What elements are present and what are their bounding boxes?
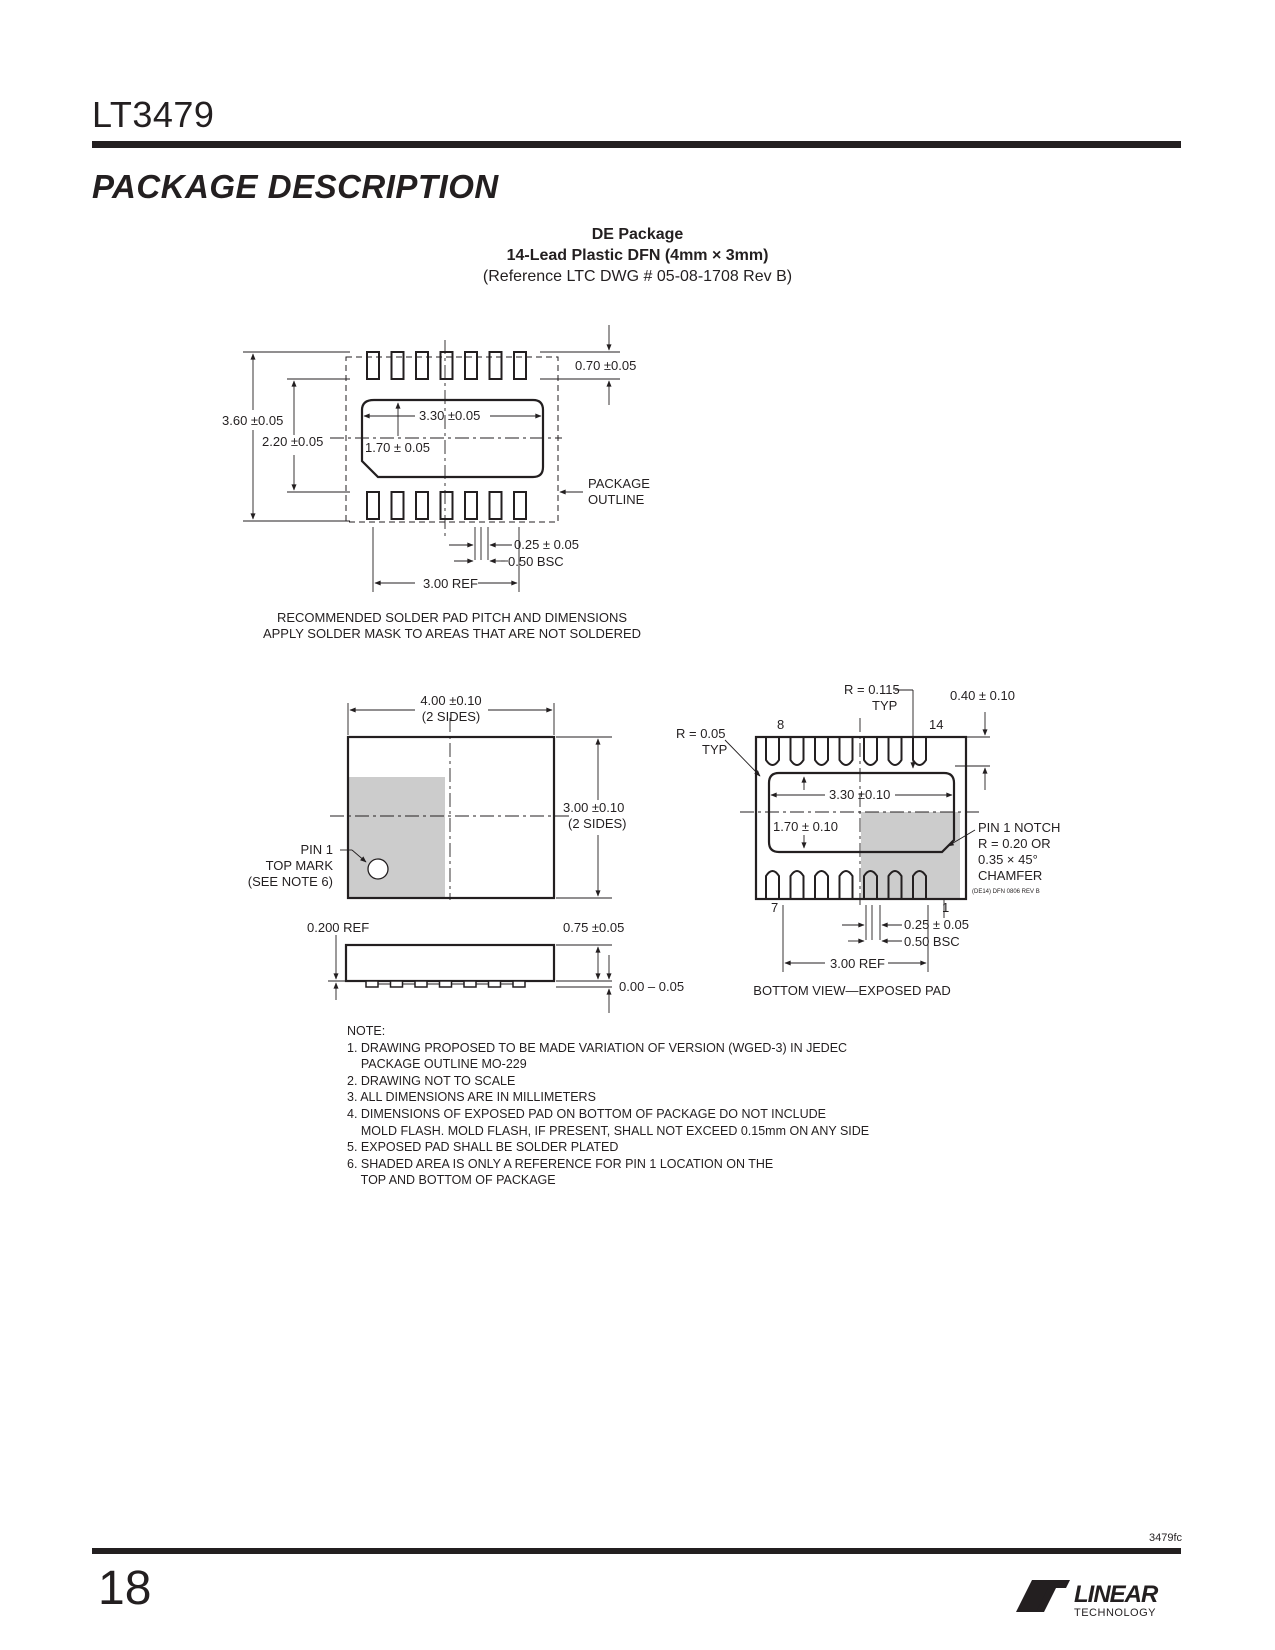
side-lead xyxy=(391,981,403,987)
pin1-label: PIN 1 xyxy=(300,842,333,857)
package-subtitle: 14-Lead Plastic DFN (4mm × 3mm) xyxy=(506,247,769,264)
side-lead xyxy=(489,981,501,987)
bottom-lead xyxy=(864,737,877,765)
solder-pad xyxy=(441,492,453,519)
bottom-lead xyxy=(766,737,779,765)
solder-caption: APPLY SOLDER MASK TO AREAS THAT ARE NOT SOLDERED xyxy=(262,626,642,641)
logo-text-linear: LINEAR xyxy=(1074,1581,1158,1608)
dim-pitch: 0.50 BSC xyxy=(508,554,564,569)
note-line: 2. DRAWING NOT TO SCALE xyxy=(347,1073,516,1088)
solder-pad xyxy=(392,352,404,379)
dim-bv-exposed-width: 3.30 ±0.10 xyxy=(829,787,891,802)
side-lead xyxy=(464,981,476,987)
page-number: 18 xyxy=(98,1562,152,1615)
dim-exposed-width: 3.30 ±0.05 xyxy=(419,408,481,423)
package-name: DE Package xyxy=(591,226,684,243)
solder-pad xyxy=(490,492,502,519)
solder-pad xyxy=(416,492,428,519)
solder-pad xyxy=(514,352,526,379)
notes xyxy=(347,1023,869,1189)
dim-height-sides: (2 SIDES) xyxy=(568,816,627,831)
bottom-lead xyxy=(889,737,902,765)
bottom-lead xyxy=(815,737,828,765)
drawing-id: (DE14) DFN 0806 REV B xyxy=(972,889,1040,895)
side-view xyxy=(328,935,612,1013)
dim-lead-width: 0.25 ± 0.05 xyxy=(514,537,579,552)
pin1-notch: PIN 1 NOTCH xyxy=(978,820,1061,835)
note-line: TOP AND BOTTOM OF PACKAGE xyxy=(347,1173,556,1188)
dim-standoff: 0.00 – 0.05 xyxy=(619,979,685,994)
pin-number: 7 xyxy=(771,900,779,915)
dim-ref-width: 3.00 REF xyxy=(423,576,478,591)
bottom-lead xyxy=(791,737,804,765)
dim-side-height: 0.75 ±0.05 xyxy=(563,920,625,935)
package-outline-label: OUTLINE xyxy=(588,492,645,507)
pin1-notch: 0.35 × 45° xyxy=(978,852,1038,867)
pin1-label: (SEE NOTE 6) xyxy=(247,874,333,889)
dim-width: 4.00 ±0.10 xyxy=(420,693,482,708)
pin-number: 1 xyxy=(942,900,950,915)
pin1-label: TOP MARK xyxy=(265,858,333,873)
note-line: 1. DRAWING PROPOSED TO BE MADE VARIATION OF VERSION (WGED-3) IN JEDEC xyxy=(347,1040,848,1055)
solder-pad xyxy=(514,492,526,519)
side-lead xyxy=(366,981,378,987)
bottom-lead xyxy=(840,737,853,765)
footer-rule xyxy=(92,1548,1181,1554)
dim-side-ref: 0.200 REF xyxy=(307,920,370,935)
solder-pad xyxy=(367,492,379,519)
solder-pad xyxy=(367,352,379,379)
linear-technology-logo xyxy=(1010,1572,1180,1622)
pin-number: 8 xyxy=(777,717,785,732)
note-line: 3. ALL DIMENSIONS ARE IN MILLIMETERS xyxy=(347,1090,596,1105)
corner-radius: R = 0.05 xyxy=(676,726,726,741)
side-lead xyxy=(440,981,452,987)
solder-pad xyxy=(392,492,404,519)
radius-typ: R = 0.115 xyxy=(844,682,900,697)
bottom-lead xyxy=(913,737,926,765)
dim-overall-height: 3.60 ±0.05 xyxy=(222,413,284,428)
dim-bv-lead-width: 0.25 ± 0.05 xyxy=(904,917,969,932)
package-outline-label: PACKAGE xyxy=(588,476,650,491)
dim-exposed-height: 1.70 ± 0.05 xyxy=(365,440,430,455)
package-reference: (Reference LTC DWG # 05-08-1708 Rev B) xyxy=(482,268,793,285)
note-line: MOLD FLASH. MOLD FLASH, IF PRESENT, SHALL NOT EXCEED 0.15mm ON ANY SIDE xyxy=(347,1123,870,1138)
dim-bv-ref-width: 3.00 REF xyxy=(830,956,885,971)
dim-bv-lead: 0.40 ± 0.10 xyxy=(950,688,1015,703)
dim-width-sides: (2 SIDES) xyxy=(421,709,481,724)
note-line: PACKAGE OUTLINE MO-229 xyxy=(347,1057,527,1072)
pin1-notch: CHAMFER xyxy=(978,868,1043,883)
note-line: 4. DIMENSIONS OF EXPOSED PAD ON BOTTOM OF PACKAGE DO NOT INCLUDE xyxy=(347,1106,827,1121)
bottom-view-caption: BOTTOM VIEW—EXPOSED PAD xyxy=(753,983,951,998)
solder-pad xyxy=(416,352,428,379)
side-lead xyxy=(513,981,525,987)
pin1-notch: R = 0.20 OR xyxy=(978,836,1051,851)
part-number: LT3479 xyxy=(92,94,215,135)
note-line: 5. EXPOSED PAD SHALL BE SOLDER PLATED xyxy=(347,1140,619,1155)
bottom-lead xyxy=(791,871,804,899)
pin-number: 14 xyxy=(929,717,944,732)
bottom-lead xyxy=(766,871,779,899)
solder-pad xyxy=(490,352,502,379)
solder-pad xyxy=(465,352,477,379)
bottom-lead xyxy=(815,871,828,899)
corner-radius: TYP xyxy=(702,742,728,757)
side-lead xyxy=(415,981,427,987)
solder-pad xyxy=(441,352,453,379)
section-title: PACKAGE DESCRIPTION xyxy=(92,168,499,205)
solder-pad xyxy=(465,492,477,519)
logo-text-technology: TECHNOLOGY xyxy=(1074,1607,1157,1619)
radius-typ: TYP xyxy=(872,698,898,713)
dim-height: 3.00 ±0.10 xyxy=(563,800,625,815)
solder-caption: RECOMMENDED SOLDER PAD PITCH AND DIMENSIONS xyxy=(276,610,628,625)
dim-lead-length: 0.70 ±0.05 xyxy=(575,358,637,373)
dim-pad-area-height: 2.20 ±0.05 xyxy=(262,434,324,449)
doc-number: 3479fc xyxy=(1148,1532,1182,1544)
bottom-lead xyxy=(840,871,853,899)
notes-heading: NOTE: xyxy=(347,1024,386,1038)
note-line: 6. SHADED AREA IS ONLY A REFERENCE FOR PIN 1 LOCATION ON THE xyxy=(347,1156,774,1171)
dim-bv-exposed-height: 1.70 ± 0.10 xyxy=(773,819,838,834)
dim-bv-pitch: 0.50 BSC xyxy=(904,934,960,949)
